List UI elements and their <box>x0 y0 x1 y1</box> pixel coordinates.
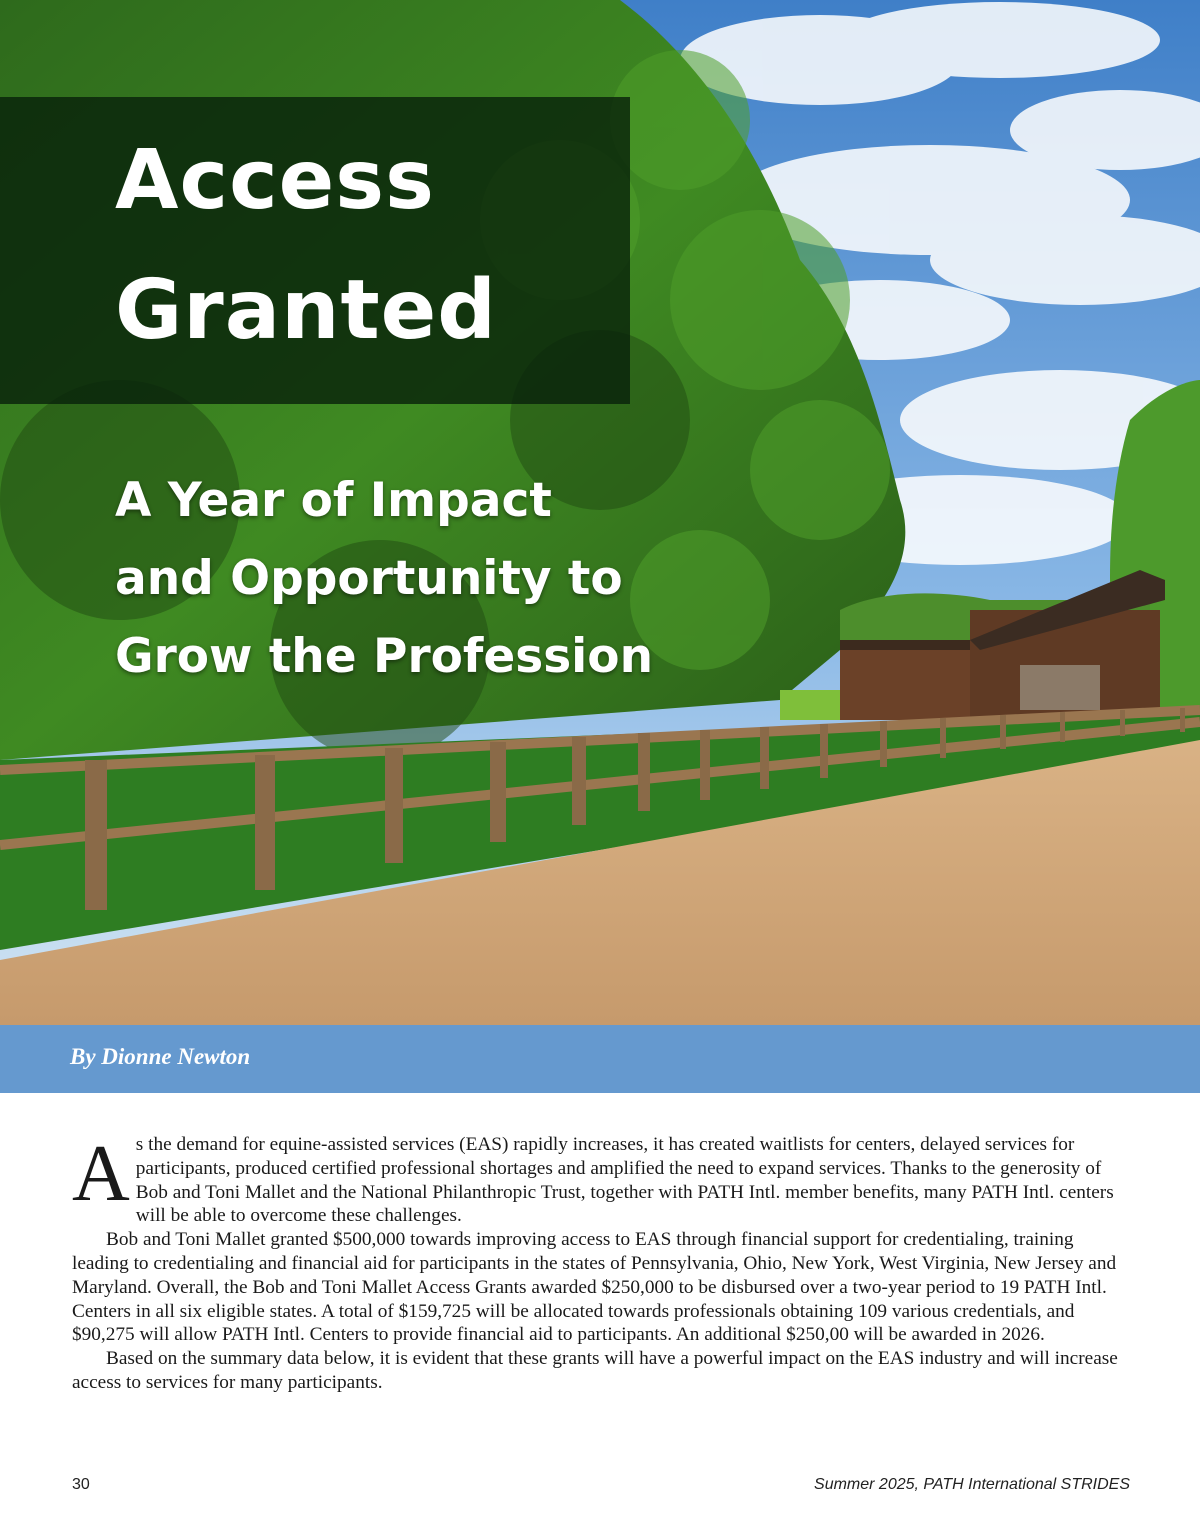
publication-info: Summer 2025, PATH International STRIDES <box>814 1476 1130 1493</box>
drop-cap: A <box>72 1130 130 1218</box>
paragraph-1 <box>72 1130 1132 1228</box>
subtitle-line: and Opportunity to <box>115 551 623 607</box>
paragraph-3: Based on the summary data below, it is evident that these grants will have a powerful impact on the EAS industry and will increase access to services for many participants. <box>72 1348 1118 1393</box>
subtitle <box>115 462 653 696</box>
paragraph-1-text: s the demand for equine-assisted services (EAS) rapidly increases, it has created waitlists for centers, delayed services for participants, produced certified professional shortages and amplified the need to expand services. Thanks to the generosity of Bob and Toni Mallet and the National Philanthropic Trust, together with PATH Intl. member benefits, many PATH Intl. centers will be able to overcome these challenges. <box>135 1134 1114 1227</box>
subtitle-line: Grow the Profession <box>115 629 654 685</box>
article-body <box>72 1130 1132 1395</box>
page-number: 30 <box>72 1476 90 1493</box>
subtitle-line: A Year of Impact <box>115 473 552 528</box>
title-line-granted: Granted <box>115 263 497 358</box>
paragraph-2: Bob and Toni Mallet granted $500,000 towards improving access to EAS through financial support for credentialing, training leading to credentialing and financial aid for participants in the states of Pennsylvania, Ohio, New York, West Virginia, New Jersey and Maryland. Overall, the Bob and Toni Mallet Access Grants awarded $250,000 to be disbursed over a two-year period to 19 PATH Intl. Centers in all six eligible states. A total of $159,725 will be allocated towards professionals obtaining 109 various credentials, and $90,275 will allow PATH Intl. Centers to provide financial aid to participants. An additional $250,00 will be awarded in 2026. <box>72 1229 1117 1346</box>
title-line-access: Access <box>115 133 435 228</box>
author-byline: By Dionne Newton <box>70 1044 251 1069</box>
